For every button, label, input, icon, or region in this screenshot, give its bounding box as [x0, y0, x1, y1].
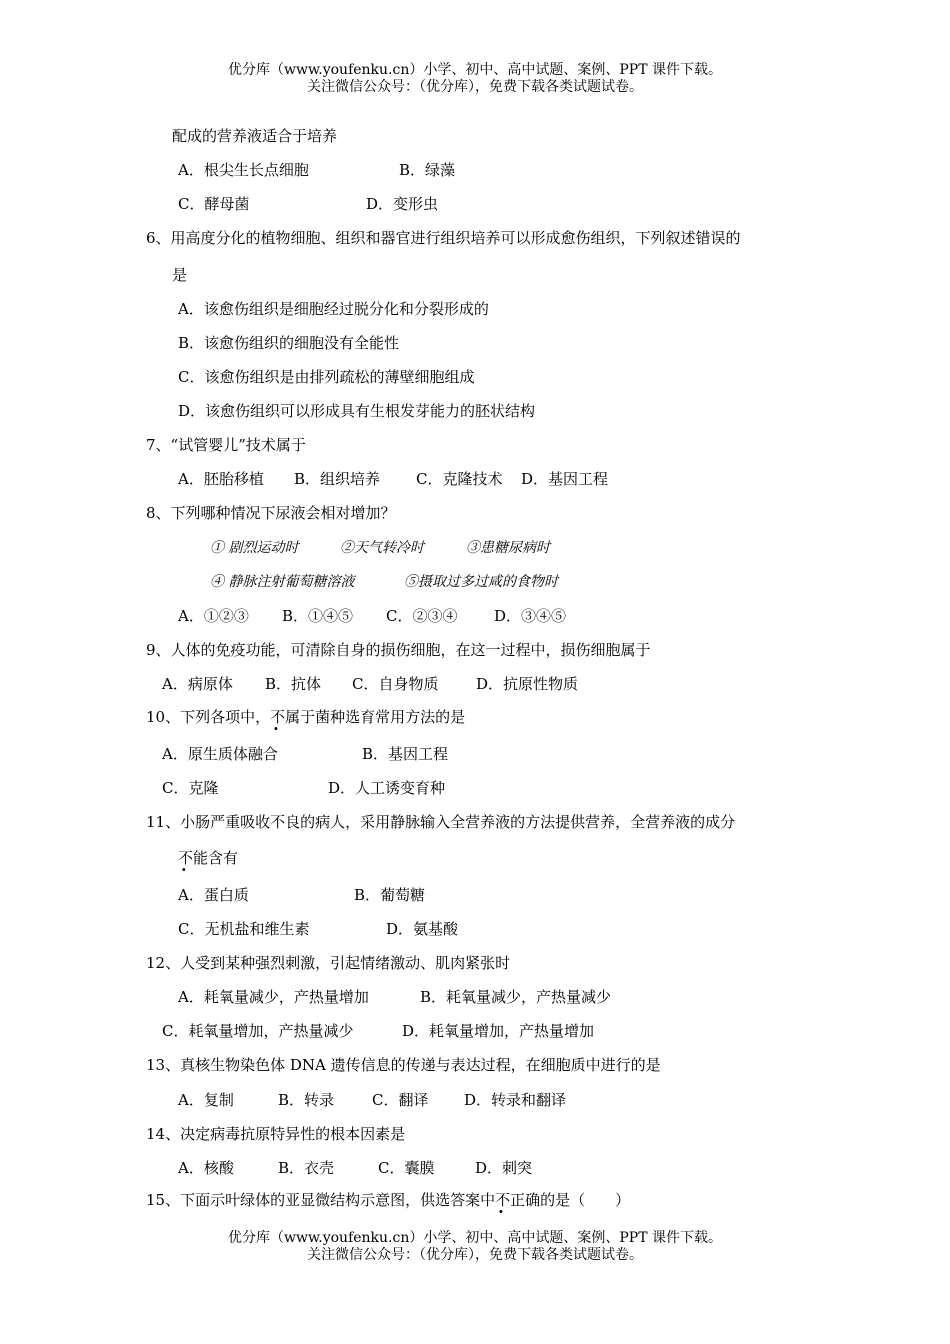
q12-option-c: C．耗氧量增加，产热量减少 — [162, 1022, 354, 1040]
q6-option-d: D．该愈伤组织可以形成具有生根发芽能力的胚状结构 — [178, 402, 536, 420]
footer-line-1: 优分库（www.youfenku.cn）小学、初中、高中试题、案例、PPT 课件下载。 — [227, 1230, 722, 1246]
q10-option-b: B．基因工程 — [362, 745, 449, 763]
q15-stem-pre: 15、下面示叶绿体的亚显微结构示意图，供选答案中 — [146, 1191, 496, 1209]
footer-line-2: 关注微信公众号：（优分库），免费下载各类试题试卷。 — [307, 1247, 643, 1263]
header-line-2: 关注微信公众号：（优分库），免费下载各类试题试卷。 — [307, 79, 643, 95]
q8-stem: 8、下列哪种情况下尿液会相对增加？ — [146, 504, 396, 522]
q10-stem-emphasis: 不 — [270, 708, 286, 726]
q5-option-a: A．根尖生长点细胞 — [178, 161, 309, 179]
q7-stem: 7、“试管婴儿”技术属于 — [146, 436, 306, 454]
q10-stem — [146, 707, 465, 727]
q10-option-c: C．克隆 — [162, 779, 219, 797]
q9-option-c: C．自身物质 — [352, 675, 439, 693]
q13-option-a: A．复制 — [178, 1091, 234, 1109]
q14-stem: 14、决定病毒抗原特异性的根本因素是 — [146, 1125, 406, 1143]
q12-stem: 12、人受到某种强烈刺激，引起情绪激动、肌肉紧张时 — [146, 954, 511, 972]
q13-option-c: C．翻译 — [372, 1091, 429, 1109]
q8-item-1: ① 剧烈运动时 — [210, 540, 299, 556]
q13-option-d: D．转录和翻译 — [464, 1091, 567, 1109]
q6-option-a: A．该愈伤组织是细胞经过脱分化和分裂形成的 — [178, 300, 489, 318]
q7-option-c: C．克隆技术 — [416, 470, 503, 488]
q13-stem: 13、真核生物染色体 DNA 遗传信息的传递与表达过程，在细胞质中进行的是 — [146, 1056, 661, 1074]
q15-stem-emphasis: 不 — [495, 1191, 511, 1209]
q8-item-3: ③患糖尿病时 — [466, 540, 550, 556]
q9-stem: 9、人体的免疫功能，可清除自身的损伤细胞，在这一过程中，损伤细胞属于 — [146, 641, 651, 659]
page-header — [0, 62, 950, 96]
q11-option-c: C．无机盐和维生素 — [178, 920, 310, 938]
q8-item-4: ④ 静脉注射葡萄糖溶液 — [210, 574, 355, 590]
q12-option-b: B．耗氧量减少，产热量减少 — [420, 988, 612, 1006]
q6-stem-continuation: 是 — [172, 266, 188, 284]
q11-option-d: D．氨基酸 — [386, 920, 459, 938]
q9-option-d: D．抗原性物质 — [476, 675, 579, 693]
q8-item-5: ⑤摄取过多过咸的食物时 — [404, 574, 558, 590]
q10-stem-post: 属于菌种选育常用方法的是 — [285, 708, 466, 726]
q6-option-c: C．该愈伤组织是由排列疏松的薄壁细胞组成 — [178, 368, 475, 386]
q8-option-c: C．②③④ — [386, 607, 458, 625]
q7-option-d: D．基因工程 — [521, 470, 609, 488]
q11-stem-continuation-line — [178, 848, 238, 868]
q13-option-b: B．转录 — [278, 1091, 335, 1109]
q8-option-d: D．③④⑤ — [494, 607, 567, 625]
q9-option-a: A．病原体 — [162, 675, 233, 693]
q11-stem: 11、小肠严重吸收不良的病人，采用静脉输入全营养液的方法提供营养，全营养液的成分 — [146, 813, 736, 831]
q6-option-b: B．该愈伤组织的细胞没有全能性 — [178, 334, 400, 352]
q10-stem-pre: 10、下列各项中， — [146, 708, 271, 726]
q5-option-b: B．绿藻 — [399, 161, 456, 179]
q8-option-a: A．①②③ — [178, 607, 249, 625]
q8-option-b: B．①④⑤ — [282, 607, 354, 625]
q12-option-d: D．耗氧量增加，产热量增加 — [402, 1022, 595, 1040]
q14-option-d: D．刺突 — [475, 1159, 533, 1177]
q14-option-c: C．囊膜 — [378, 1159, 435, 1177]
q8-item-2: ②天气转冷时 — [340, 540, 424, 556]
q15-stem-post: 正确的是（ ） — [510, 1191, 631, 1209]
q14-option-b: B．衣壳 — [278, 1159, 335, 1177]
q5-stem-continuation: 配成的营养液适合于培养 — [172, 127, 338, 145]
q7-option-a: A．胚胎移植 — [178, 470, 264, 488]
q11-stem-continuation: 能含有 — [193, 849, 239, 867]
header-line-1: 优分库（www.youfenku.cn）小学、初中、高中试题、案例、PPT 课件下载。 — [227, 62, 722, 78]
q7-option-b: B．组织培养 — [294, 470, 381, 488]
q11-option-a: A．蛋白质 — [178, 886, 249, 904]
page-footer — [0, 1230, 950, 1264]
q10-option-d: D．人工诱变育种 — [328, 779, 446, 797]
q11-stem-emphasis: 不 — [178, 849, 194, 867]
q5-option-d: D．变形虫 — [366, 195, 439, 213]
q9-option-b: B．抗体 — [265, 675, 322, 693]
q10-option-a: A．原生质体融合 — [162, 745, 278, 763]
q14-option-a: A．核酸 — [178, 1159, 234, 1177]
q11-option-b: B．葡萄糖 — [354, 886, 426, 904]
q6-stem: 6、用高度分化的植物细胞、组织和器官进行组织培养可以形成愈伤组织，下列叙述错误的 — [146, 229, 741, 247]
q12-option-a: A．耗氧量减少，产热量增加 — [178, 988, 369, 1006]
q15-stem — [146, 1190, 630, 1210]
q5-option-c: C．酵母菌 — [178, 195, 250, 213]
